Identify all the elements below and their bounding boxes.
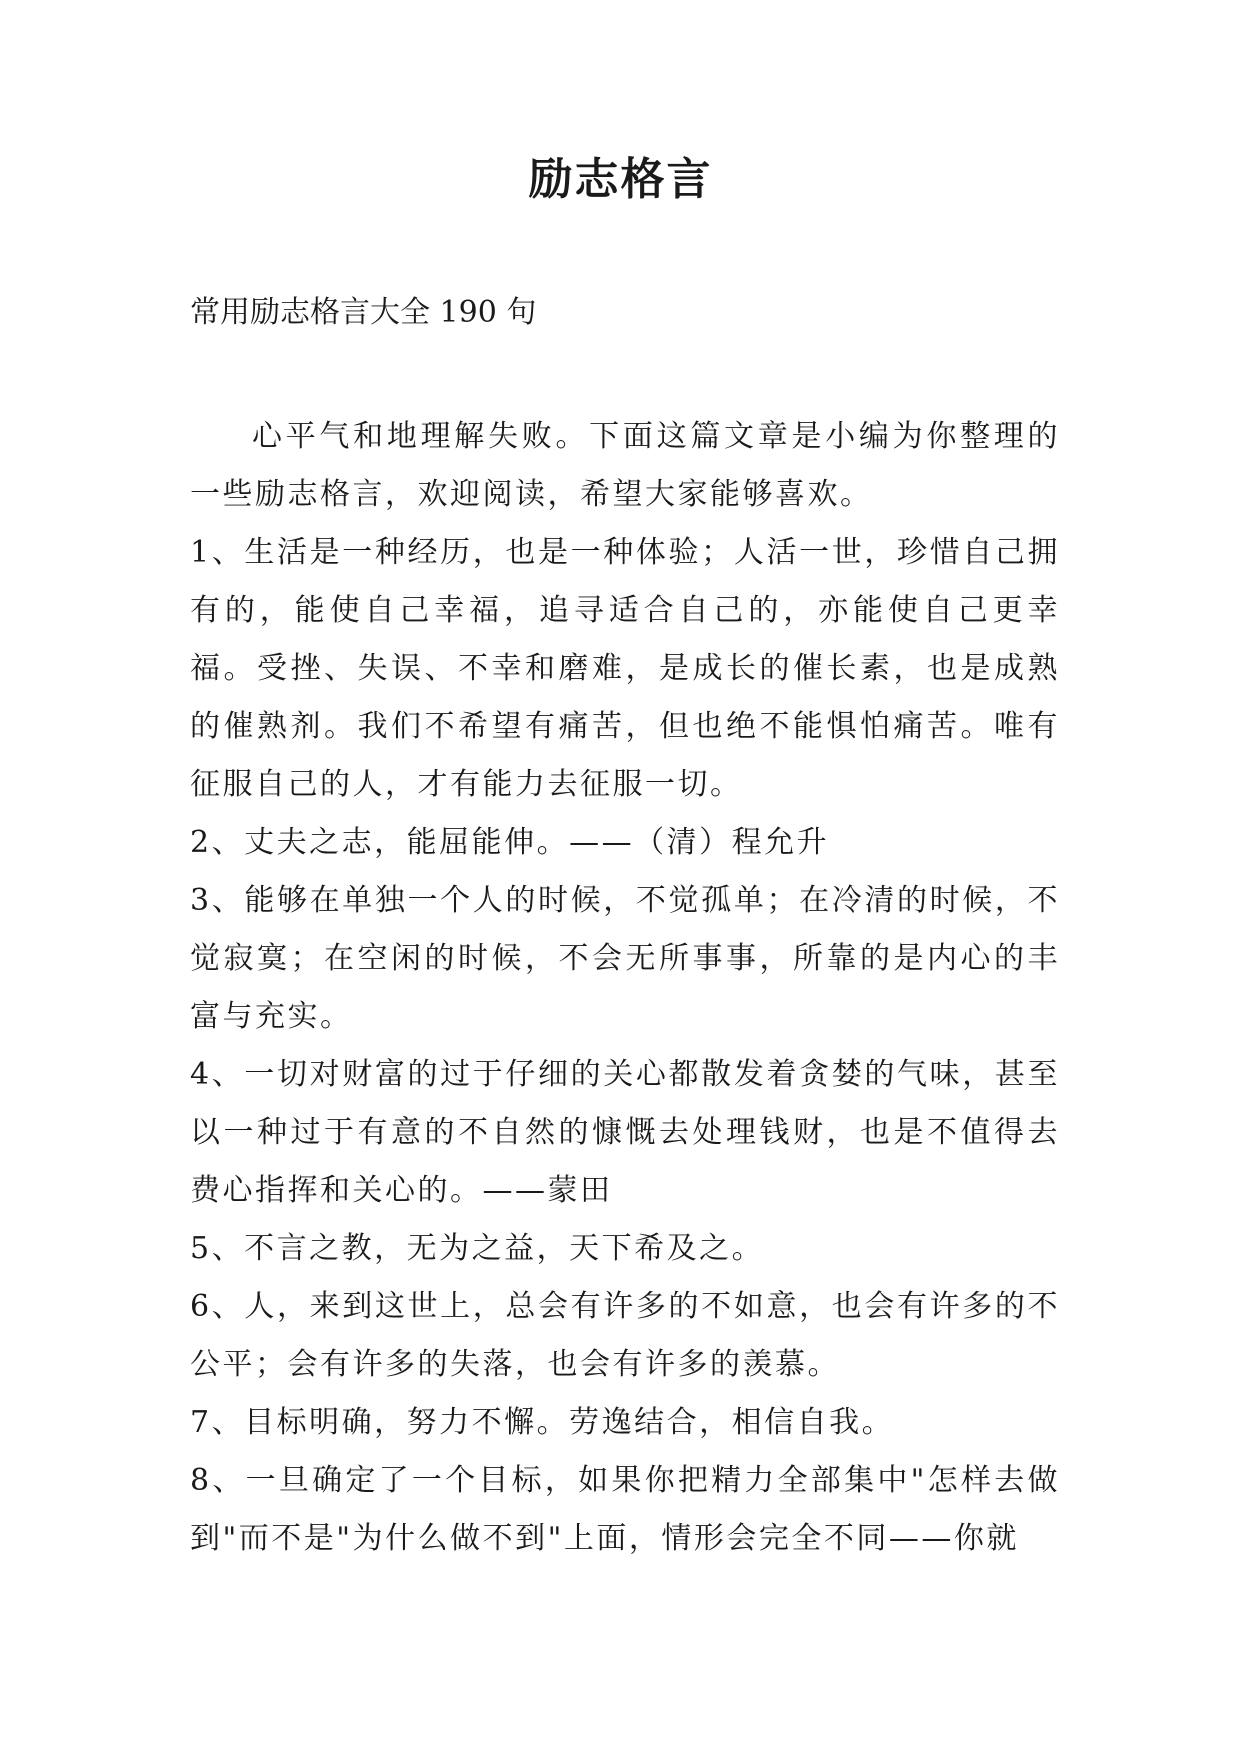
list-item: 6、人，来到这世上，总会有许多的不如意，也会有许多的不公平；会有许多的失落，也会有许多的羡慕。 (190, 1289, 1060, 1382)
list-item: 4、一切对财富的过于仔细的关心都散发着贪婪的气味，甚至以一种过于有意的不自然的慷慨去处理钱财，也是不值得去费心指挥和关心的。——蒙田 (190, 1057, 1060, 1208)
list-item: 8、一旦确定了一个目标，如果你把精力全部集中"怎样去做到"而不是"为什么做不到"上面，情形会完全不同——你就 (190, 1463, 1060, 1556)
intro-paragraph: 心平气和地理解失败。下面这篇文章是小编为你整理的一些励志格言，欢迎阅读，希望大家能够喜欢。 (190, 419, 1060, 512)
list-item: 2、丈夫之志，能屈能伸。——（清）程允升 (190, 825, 830, 860)
list-item: 7、目标明确，努力不懈。劳逸结合，相信自我。 (190, 1405, 895, 1440)
list-item: 3、能够在单独一个人的时候，不觉孤单；在冷清的时候，不觉寂寞；在空闲的时候，不会无所事事，所靠的是内心的丰富与充实。 (190, 883, 1060, 1034)
document-subtitle: 常用励志格言大全 190 句 (190, 295, 537, 330)
document-title: 励志格言 (528, 154, 713, 205)
document-body (190, 408, 1060, 1568)
list-item: 5、不言之教，无为之益，天下希及之。 (190, 1231, 765, 1266)
list-item: 1、生活是一种经历，也是一种体验；人活一世，珍惜自己拥有的，能使自己幸福，追寻适合自己的，亦能使自己更幸福。受挫、失误、不幸和磨难，是成长的催长素，也是成熟的催熟剂。我们不希望有痛苦，但也绝不能惧怕痛苦。唯有征服自己的人，才有能力去征服一切。 (190, 535, 1060, 802)
